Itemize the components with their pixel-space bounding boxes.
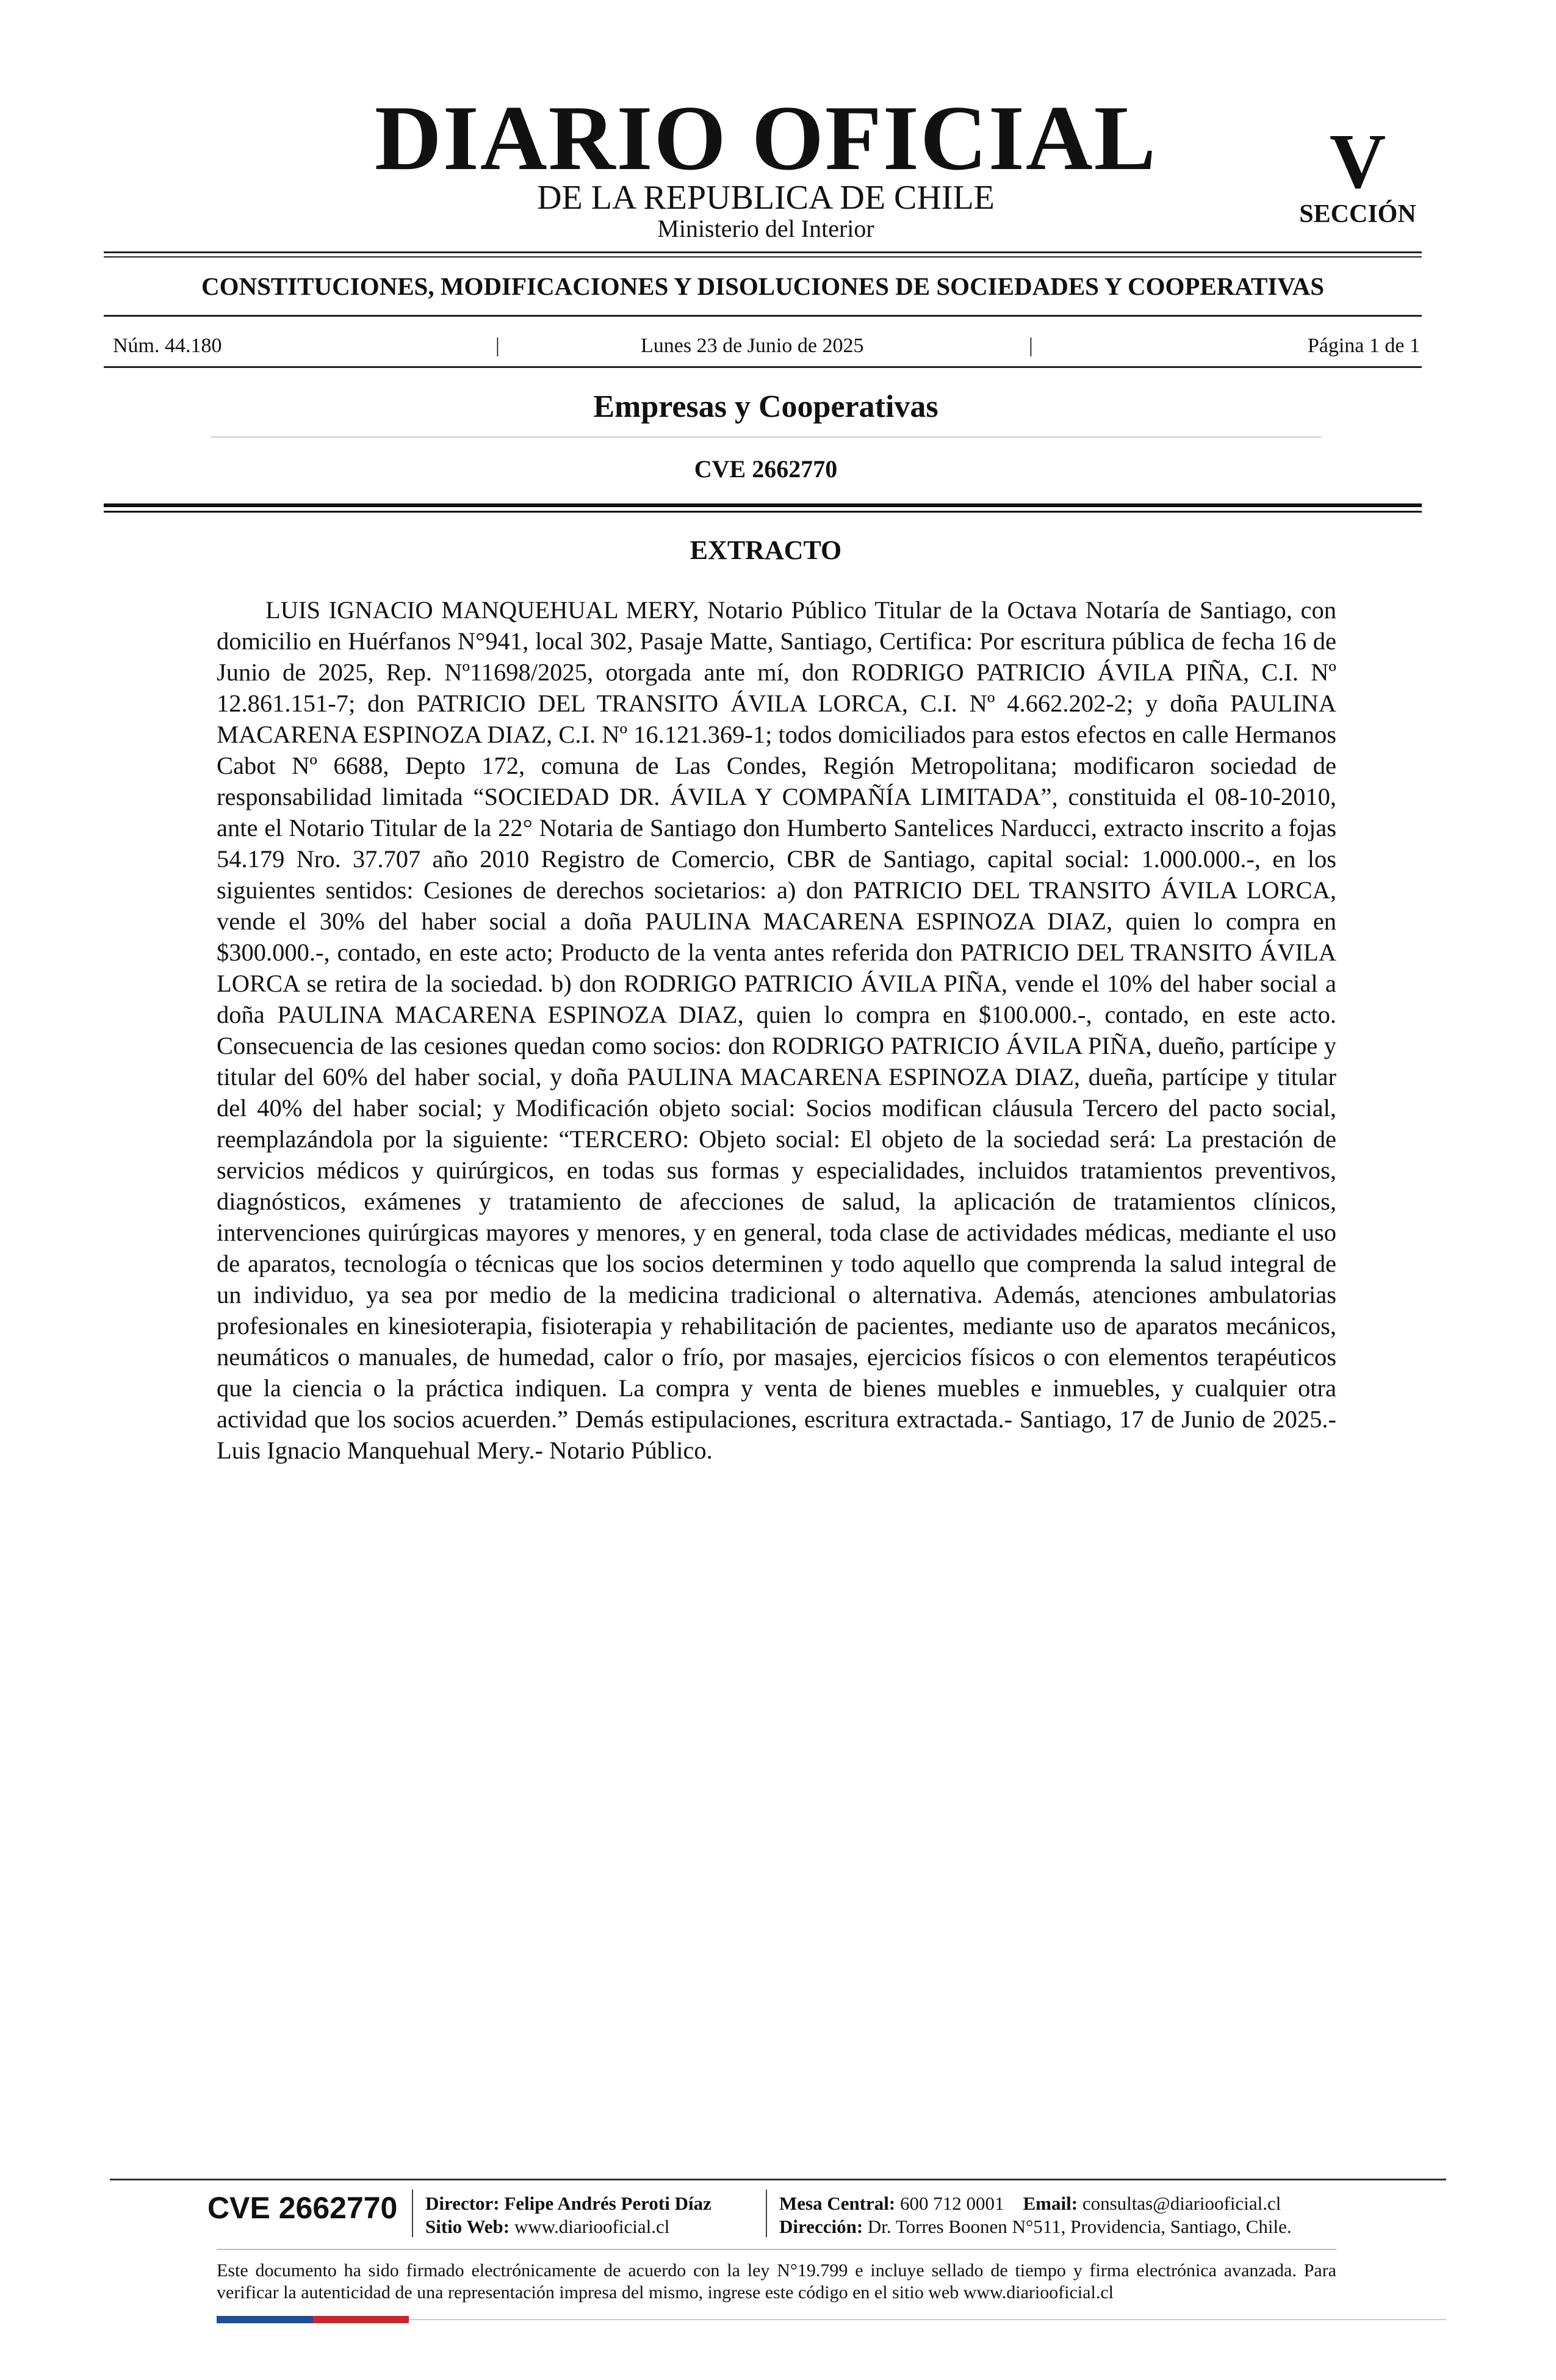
cve-code: CVE 2662770 xyxy=(694,455,838,483)
email-label: Email: xyxy=(1023,2193,1078,2214)
mesa-phone: 600 712 0001 xyxy=(900,2193,1004,2214)
issue-separator: | xyxy=(495,334,500,357)
cve-rule-thick xyxy=(104,503,1422,507)
footer-divider xyxy=(766,2190,767,2237)
director-name: Felipe Andrés Peroti Díaz xyxy=(504,2193,711,2214)
footer-cve-code: CVE 2662770 xyxy=(207,2191,398,2225)
category-title: Empresas y Cooperativas xyxy=(593,389,938,424)
issue-date: Lunes 23 de Junio de 2025 xyxy=(641,334,864,357)
masthead-ministry: Ministerio del Interior xyxy=(657,215,874,242)
address-label: Dirección: xyxy=(779,2216,863,2237)
issue-separator: | xyxy=(1029,334,1033,357)
section-title-rule xyxy=(104,315,1422,317)
address-value: Dr. Torres Boonen N°511, Providencia, Santiago, Chile. xyxy=(867,2216,1292,2237)
mesa-label: Mesa Central: xyxy=(779,2193,896,2214)
footer-rule-bottom xyxy=(409,2319,1446,2320)
category-rule xyxy=(211,436,1321,438)
section-title: CONSTITUCIONES, MODIFICACIONES Y DISOLUCIONES DE SOCIEDADES Y COOPERATIVAS xyxy=(201,272,1325,300)
flag-stripe xyxy=(217,2316,409,2323)
section-letter: V xyxy=(1329,118,1386,204)
flag-red-segment xyxy=(313,2316,409,2323)
footer-director-block xyxy=(425,2192,711,2238)
masthead-title: DIARIO OFICIAL xyxy=(374,87,1158,189)
footer-contact-block xyxy=(779,2192,1292,2238)
document-heading: EXTRACTO xyxy=(690,535,842,565)
director-label: Director: xyxy=(425,2193,500,2214)
footer-rule xyxy=(110,2179,1446,2180)
masthead-subtitle: DE LA REPUBLICA DE CHILE xyxy=(537,179,995,217)
footer-verification-note: Este documento ha sido firmado electrónicamente de acuerdo con la ley N°19.799 e incluye sellado de tiempo y firma electrónica avanzada. Para verificar la autenticidad de una representación impresa del mismo, ingrese este código en el sitio web www.diariooficial.cl xyxy=(217,2260,1336,2302)
header-rule-top-thin xyxy=(104,256,1422,258)
footer-divider xyxy=(412,2190,413,2237)
issue-rule xyxy=(104,366,1422,368)
section-word: SECCIÓN xyxy=(1299,200,1416,228)
flag-blue-segment xyxy=(217,2316,313,2323)
email-link[interactable]: consultas@diariooficial.cl xyxy=(1082,2193,1281,2214)
issue-page: Página 1 de 1 xyxy=(1307,334,1420,357)
issue-number: Núm. 44.180 xyxy=(113,334,222,357)
header-rule-top xyxy=(104,251,1422,253)
document-body: LUIS IGNACIO MANQUEHUAL MERY, Notario Público Titular de la Octava Notaría de Santiago, con domicilio en Huérfanos N°941, local 302, Pasaje Matte, Santiago, Certifica: Por escritura pública de fecha 16 de Junio de 2025, Rep. Nº11698/2025, otorgada ante mí, don RODRIGO PATRICIO ÁVILA PIÑA, C.I. Nº 12.861.151-7; don PATRICIO DEL TRANSITO ÁVILA LORCA, C.I. Nº 4.662.202-2; y doña PAULINA MACARENA ESPINOZA DIAZ, C.I. Nº 16.121.369-1; todos domiciliados para estos efectos en calle Hermanos Cabot Nº 6688, Depto 172, comuna de Las Condes, Región Metropolitana; modificaron sociedad de responsabilidad limitada “SOCIEDAD DR. ÁVILA Y COMPAÑÍA LIMITADA”, constituida el 08-10-2010, ante el Notario Titular de la 22° Notaria de Santiago don Humberto Santelices Narducci, extracto inscrito a fojas 54.179 Nro. 37.707 año 2010 Registro de Comercio, CBR de Santiago, capital social: 1.000.000.-, en los siguientes sentidos: Cesiones de derechos societarios: a) don PATRICIO DEL TRANSITO ÁVILA LORCA, vende el 30% del haber social a doña PAULINA MACARENA ESPINOZA DIAZ, quien lo compra en $300.000.-, contado, en este acto; Producto de la venta antes referida don PATRICIO DEL TRANSITO ÁVILA LORCA se retira de la sociedad. b) don RODRIGO PATRICIO ÁVILA PIÑA, vende el 10% del haber social a doña PAULINA MACARENA ESPINOZA DIAZ, quien lo compra en $100.000.-, contado, en este acto. Consecuencia de las cesiones quedan como socios: don RODRIGO PATRICIO ÁVILA PIÑA, dueño, partícipe y titular del 60% del haber social, y doña PAULINA MACARENA ESPINOZA DIAZ, dueña, partícipe y titular del 40% del haber social; y Modificación objeto social: Socios modifican cláusula Tercero del pacto social, reemplazándola por la siguiente: “TERCERO: Objeto social: El objeto de la sociedad será: La prestación de servicios médicos y quirúrgicos, en todas sus formas y especialidades, incluidos tratamientos preventivos, diagnósticos, exámenes y tratamiento de afecciones de salud, la aplicación de tratamientos clínicos, intervenciones quirúrgicas mayores y menores, y en general, toda clase de actividades médicas, mediante el uso de aparatos, tecnología o técnicas que los socios determinen y todo aquello que comprenda la salud integral de un individuo, ya sea por medio de la medicina tradicional o alternativa. Además, atenciones ambulatorias profesionales en kinesioterapia, fisioterapia y rehabilitación de pacientes, mediante uso de aparatos mecánicos, neumáticos o manuales, de humedad, calor o frío, por masajes, ejercicios físicos o con elementos terapéuticos que la ciencia o la práctica indiquen. La compra y venta de bienes muebles e inmuebles, y cualquier otra actividad que los socios acuerden.” Demás estipulaciones, escritura extractada.- Santiago, 17 de Junio de 2025.- Luis Ignacio Manquehual Mery.- Notario Público. xyxy=(217,596,1336,1464)
footer-rule-mid xyxy=(217,2249,1336,2250)
website-link[interactable]: www.diariooficial.cl xyxy=(514,2216,670,2237)
cve-rule-thin xyxy=(104,511,1422,513)
website-label: Sitio Web: xyxy=(425,2216,510,2237)
